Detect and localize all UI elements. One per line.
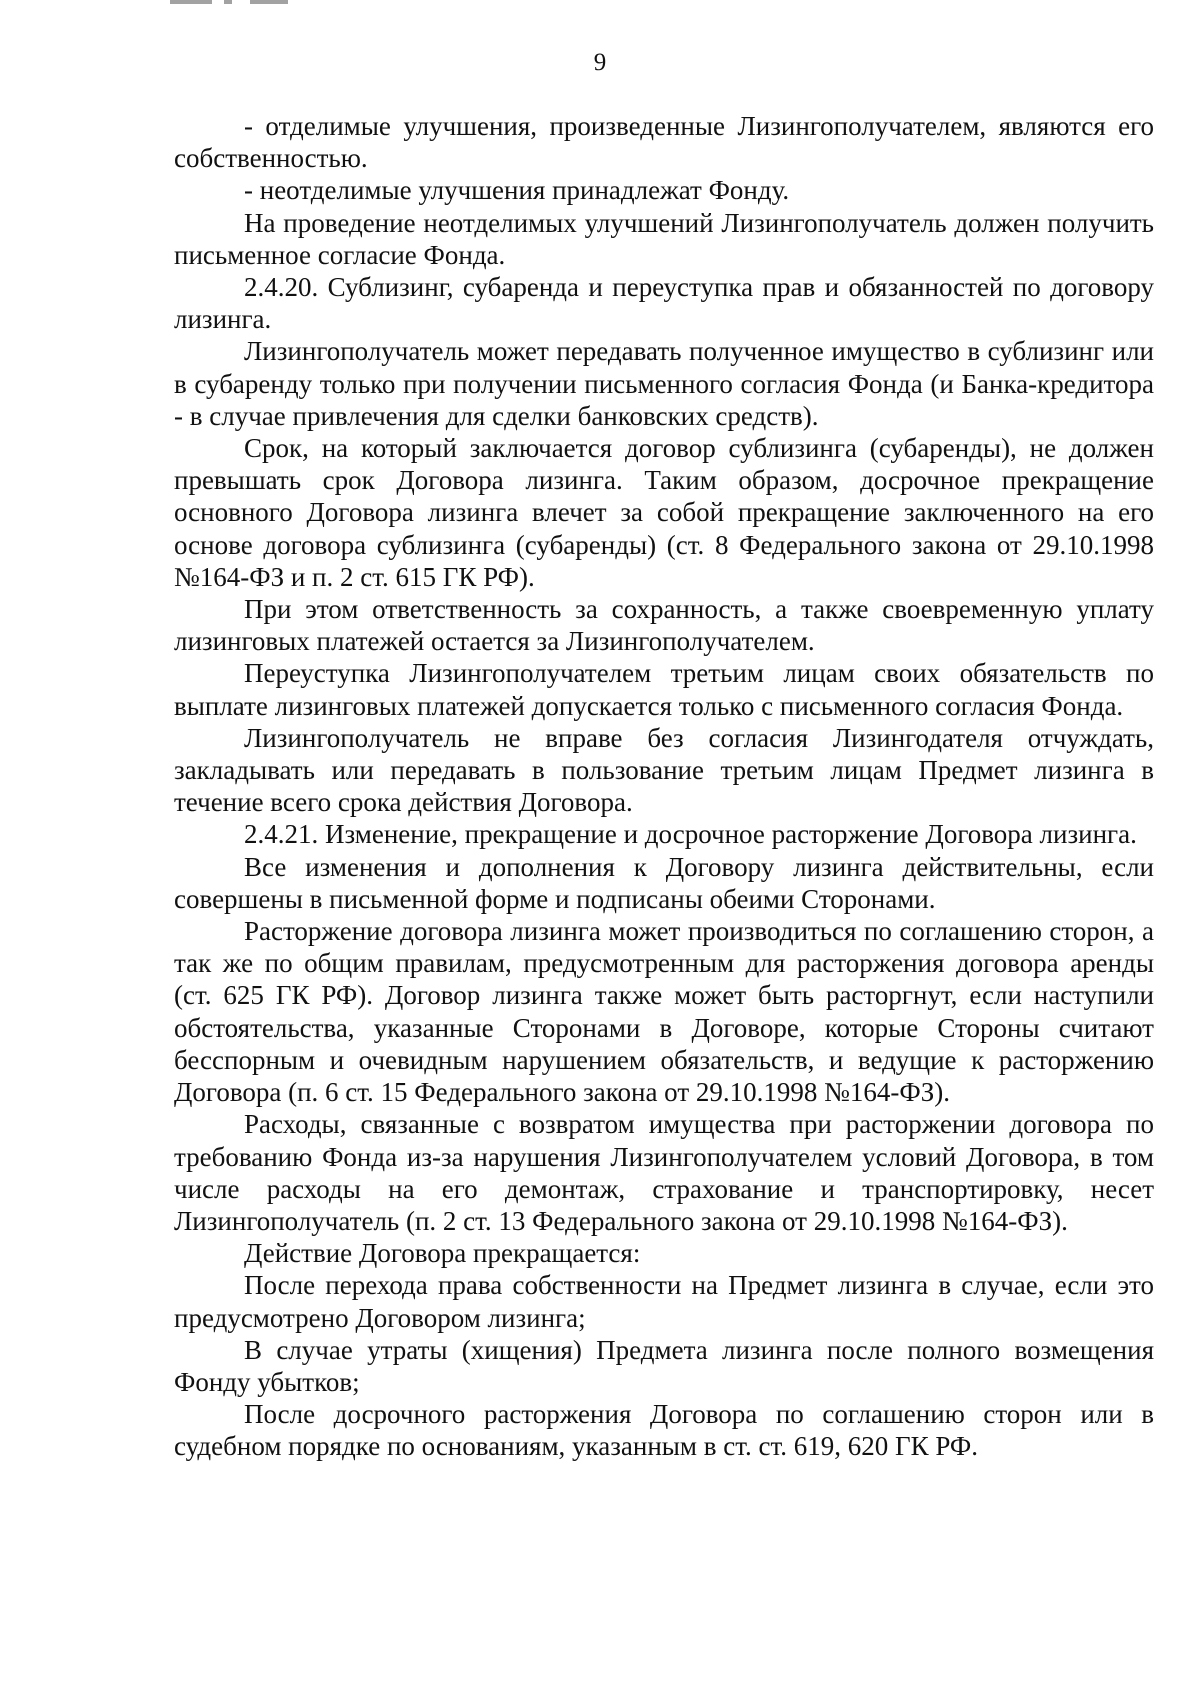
page-number: 9: [593, 49, 607, 76]
paragraph-sublease-consent: Лизингополучатель может передавать полученное имущество в сублизинг или в субаренду только при получении письменного согласия Фонда (и Банка-кредитора - в случае привлечения для сделки банковских средств).: [174, 336, 1154, 431]
scan-edge-mark: [170, 0, 212, 4]
paragraph-amendments: Все изменения и дополнения к Договору лизинга действительны, если совершены в письменной форме и подписаны обеими Сторонами.: [174, 851, 1154, 914]
paragraph-return-costs: Расходы, связанные с возвратом имущества при расторжении договора по требованию Фонда из-за нарушения Лизингополучателем условий Договора, в том числе расходы на его демонтаж, страхование и транспортировку, несет Лизингополучатель (п. 2 ст. 13 Федерального закона от 29.10.1998 №164-ФЗ).: [174, 1109, 1154, 1236]
paragraph-sublease-term: Срок, на который заключается договор сублизинга (субаренды), не должен превышать срок Договора лизинга. Таким образом, досрочное прекращение основного Договора лизинга влечет за собой прекращение заключенного на его основе договора сублизинга (субаренды) (ст. 8 Федерального закона от 29.10.1998 №164-ФЗ и п. 2 ст. 615 ГК РФ).: [174, 433, 1154, 592]
scan-edge-mark: [250, 0, 288, 4]
paragraph-separable-improvements: - отделимые улучшения, произведенные Лизингополучателем, являются его собственностью.: [174, 111, 1154, 174]
paragraph-improvements-consent: На проведение неотделимых улучшений Лизингополучатель должен получить письменное согласие Фонда.: [174, 207, 1154, 270]
section-heading-2-4-21: 2.4.21. Изменение, прекращение и досрочное расторжение Договора лизинга.: [244, 819, 1137, 850]
paragraph-termination: Расторжение договора лизинга может производиться по соглашению сторон, а так же по общим правилам, предусмотренным для расторжения договора аренды (ст. 625 ГК РФ). Договор лизинга также может быть расторгнут, если наступили обстоятельства, указанные Сторонами в Договоре, которые Стороны считают бесспорным и очевидным нарушением обязательств, и ведущие к расторжению Договора (п. 6 ст. 15 Федерального закона от 29.10.1998 №164-ФЗ).: [174, 916, 1154, 1108]
paragraph-assignment: Переуступка Лизингополучателем третьим лицам своих обязательств по выплате лизинговых платежей допускается только с письменного согласия Фонда.: [174, 658, 1154, 721]
paragraph-early-termination: После досрочного расторжения Договора по соглашению сторон или в судебном порядке по основаниям, указанным в ст. ст. 619, 620 ГК РФ.: [174, 1399, 1154, 1462]
scan-edge-mark: [224, 0, 232, 4]
paragraph-responsibility: При этом ответственность за сохранность, а также своевременную уплату лизинговых платежей остается за Лизингополучателем.: [174, 594, 1154, 657]
paragraph-alienation: Лизингополучатель не вправе без согласия Лизингодателя отчуждать, закладывать или передавать в пользование третьим лицам Предмет лизинга в течение всего срока действия Договора.: [174, 722, 1154, 818]
paragraph-loss: В случае утраты (хищения) Предмета лизинга после полного возмещения Фонду убытков;: [174, 1334, 1154, 1397]
paragraph-inseparable-improvements: - неотделимые улучшения принадлежат Фонду.: [244, 175, 790, 206]
document-body: [174, 110, 1154, 1463]
paragraph-ownership-transfer: После перехода права собственности на Предмет лизинга в случае, если это предусмотрено Договором лизинга;: [174, 1270, 1154, 1333]
paragraph-contract-ends: Действие Договора прекращается:: [244, 1238, 641, 1269]
section-heading-2-4-20: 2.4.20. Сублизинг, субаренда и переуступка прав и обязанностей по договору лизинга.: [174, 272, 1154, 335]
